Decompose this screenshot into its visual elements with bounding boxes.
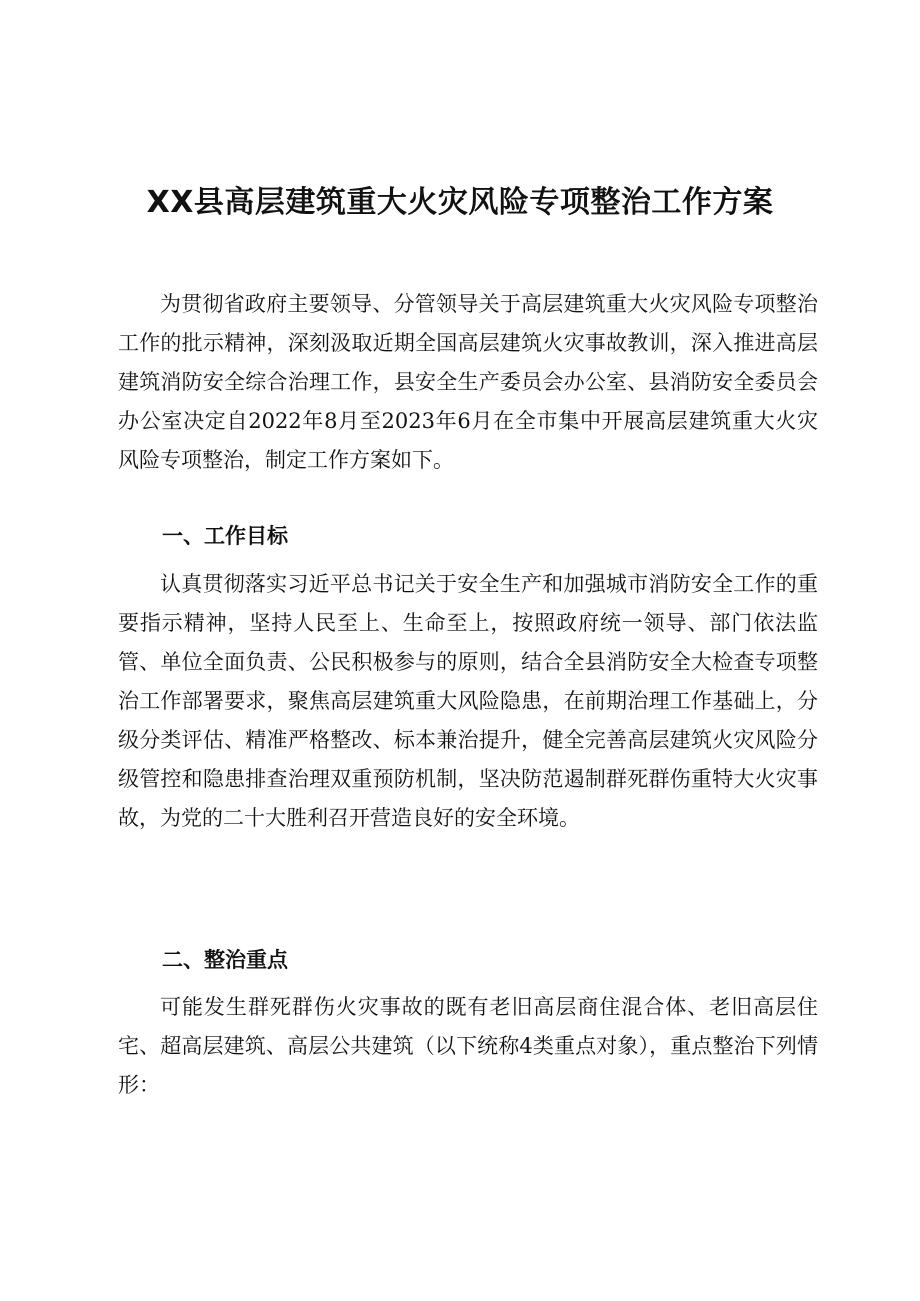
focus-paragraph: 可能发生群死群伤火灾事故的既有老旧高层商住混合体、老旧高层住宅、超高层建筑、高层公共建筑（以下统称4类重点对象），重点整治下列情形： bbox=[118, 995, 818, 1097]
section-heading-focus: 二、整治重点 bbox=[162, 948, 288, 972]
goals-paragraph: 认真贯彻落实习近平总书记关于安全生产和加强城市消防安全工作的重要指示精神，坚持人民至上、生命至上，按照政府统一领导、部门依法监管、单位全面负责、公民积极参与的原则，结合全县消防安全大检查专项整治工作部署要求，聚焦高层建筑重大风险隐患，在前期治理工作基础上，分级分类评估、精准严格整改、标本兼治提升，健全完善高层建筑火灾风险分级管控和隐患排查治理双重预防机制，坚决防范遏制群死群伤重特大火灾事故，为党的二十大胜利召开营造良好的安全环境。 bbox=[118, 572, 818, 830]
document-title: XX县高层建筑重大火灾风险专项整治工作方案 bbox=[146, 185, 774, 220]
intro-paragraph: 为贯彻省政府主要领导、分管领导关于高层建筑重大火灾风险专项整治工作的批示精神，深刻汲取近期全国高层建筑火灾事故教训，深入推进高层建筑消防安全综合治理工作，县安全生产委员会办公室、县消防安全委员会办公室决定自2022年8月至2023年6月在全市集中开展高层建筑重大火灾风险专项整治，制定工作方案如下。 bbox=[118, 292, 818, 472]
section-heading-goals: 一、工作目标 bbox=[162, 524, 288, 548]
